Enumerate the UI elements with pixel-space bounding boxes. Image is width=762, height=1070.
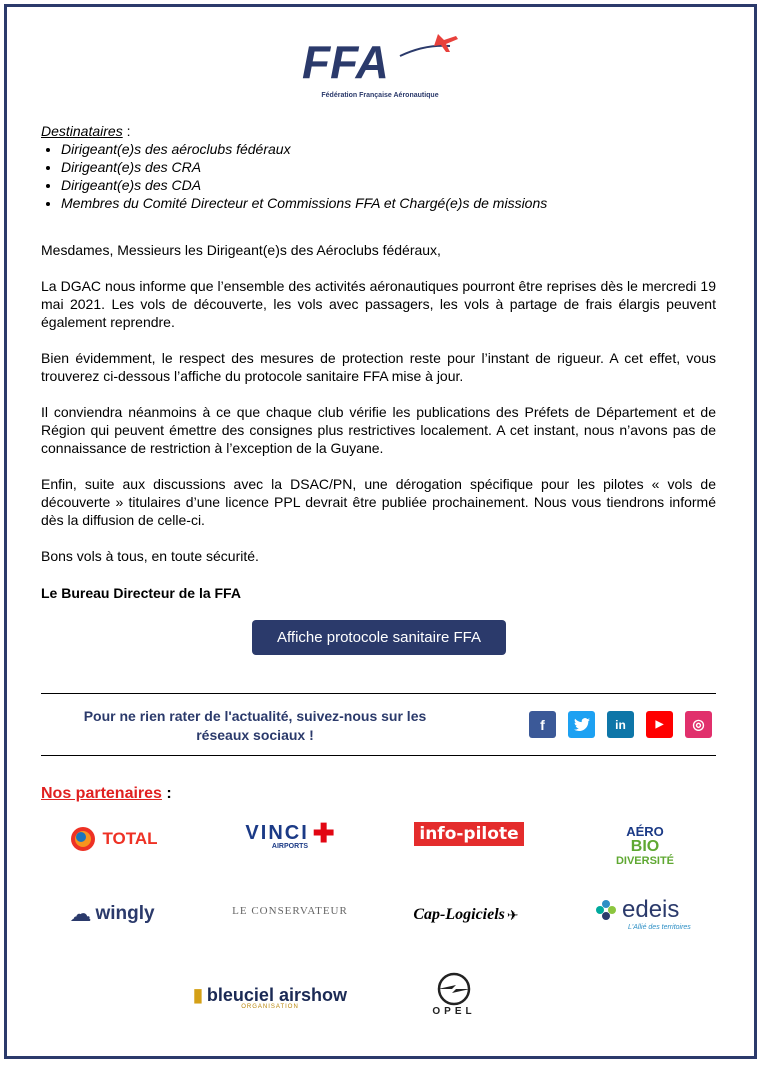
airplane-icon [434,34,458,52]
bleuciel-mark-icon: ▮ [193,984,203,1005]
total-text: TOTAL [102,829,158,848]
vinci-cross-icon: ✚ [312,818,335,848]
edeis-tagline: L'Allié des territoires [628,923,691,931]
list-item: • Dirigeant(e)s des CRA [61,158,716,176]
bleuciel-text: bleuciel airshow [206,984,347,1005]
diversite-text: DIVERSITÉ [615,854,675,867]
instagram-icon[interactable] [685,711,712,738]
partners-colon: : [161,785,172,802]
jet-icon: ✈ [506,906,519,923]
twitter-bird-glyph [574,718,590,732]
vinci-logo[interactable] [228,814,352,854]
logo-subtitle: Fédération Française Aéronautique [321,92,439,99]
protocol-poster-button[interactable]: Affiche protocole sanitaire FFA [252,620,506,655]
youtube-glyph: ▶ [655,719,664,730]
vinci-sub: AIRPORTS [271,843,309,850]
list-item: • Membres du Comité Directeur et Commissions FFA et Chargé(e)s de missions [61,194,716,212]
closing: Bons vols à tous, en toute sécurité. [41,548,259,564]
facebook-glyph: f [540,716,545,733]
recipients-block [41,122,716,212]
partners-heading [41,785,172,803]
paragraph-2: Bien évidemment, le respect des mesures de protection reste pour l’instant de rigueur. A cet effet, vous trouverez ci-dessous l’affiche du protocole sanitaire FFA mise à jour. [41,350,716,384]
youtube-icon[interactable] [646,711,673,738]
edeis-flower-icon [594,898,618,922]
linkedin-icon[interactable] [607,711,634,738]
divider [41,693,716,694]
paragraph-3: Il conviendra néanmoins à ce que chaque club vérifie les publications des Préfets de Département et de Région qui peuvent émettre des consignes plus restrictives localement. A cet instant, nous n’avons pas de connaissance de restriction à l’exception de la Guyane. [41,404,716,456]
aero-biodiversite-logo[interactable] [605,822,685,870]
cap-logiciels-text: Cap-Logiciels [413,906,505,923]
total-logo[interactable] [58,820,168,858]
bio-text: BIO [630,837,660,855]
opel-blitz-icon [434,972,474,1006]
bleuciel-airshow-logo[interactable] [180,982,360,1012]
total-sphere-icon [68,824,98,854]
recipients-title: Destinataires [41,123,123,139]
vinci-text: VINCI [245,822,309,844]
recipients-colon: : [122,123,131,139]
partners-title: Nos partenaires [41,785,162,802]
ffa-logo-graphic [300,26,460,96]
ffa-logo-text: FFA [302,36,389,88]
divider [41,755,716,756]
list-item: • Dirigeant(e)s des CDA [61,176,716,194]
conservateur-text: LE CONSERVATEUR [232,905,348,917]
facebook-icon[interactable] [529,711,556,738]
cloud-plane-icon: ☁ [69,901,92,926]
recipients-list [41,140,716,212]
cap-logiciels-logo[interactable] [398,900,534,930]
edeis-text: edeis [622,895,680,923]
list-item: • Dirigeant(e)s des aéroclubs fédéraux [61,140,716,158]
linkedin-glyph: in [615,717,626,732]
le-conservateur-logo[interactable] [228,896,352,926]
info-pilote-text: info-pilote [414,822,523,846]
instagram-glyph: ◎ [692,716,705,732]
signature: Le Bureau Directeur de la FFA [41,585,241,601]
social-follow-text: Pour ne rien rater de l'actualité, suivez-nous sur les réseaux sociaux ! [83,708,427,743]
paragraph-4: Enfin, suite aux discussions avec la DSAC/PN, une dérogation spécifique pour les pilotes « vols de découverte » titulaires d’une licence PPL devrait être publiée prochainement. Nous vous tiendrons informé dès la diffusion de celle-ci. [41,476,716,528]
aero-text: AÉRO [626,823,664,839]
wingly-text: wingly [95,903,155,924]
paragraph-1: La DGAC nous informe que l’ensemble des activités aéronautiques pourront être reprises dès le mercredi 19 mai 2021. Les vols de découverte, les vols avec passagers, les vols à partage de frais élargis peuvent également reprendre. [41,278,716,330]
twitter-icon[interactable] [568,711,595,738]
greeting: Mesdames, Messieurs les Dirigeant(e)s des Aéroclubs fédéraux, [41,242,441,258]
bleuciel-sub: ORGANISATION [241,1003,299,1010]
info-pilote-logo[interactable] [414,815,524,853]
wingly-logo[interactable] [56,897,168,931]
opel-text: OPEL [432,1005,476,1017]
opel-logo[interactable] [424,966,484,1022]
edeis-logo[interactable] [594,892,702,934]
